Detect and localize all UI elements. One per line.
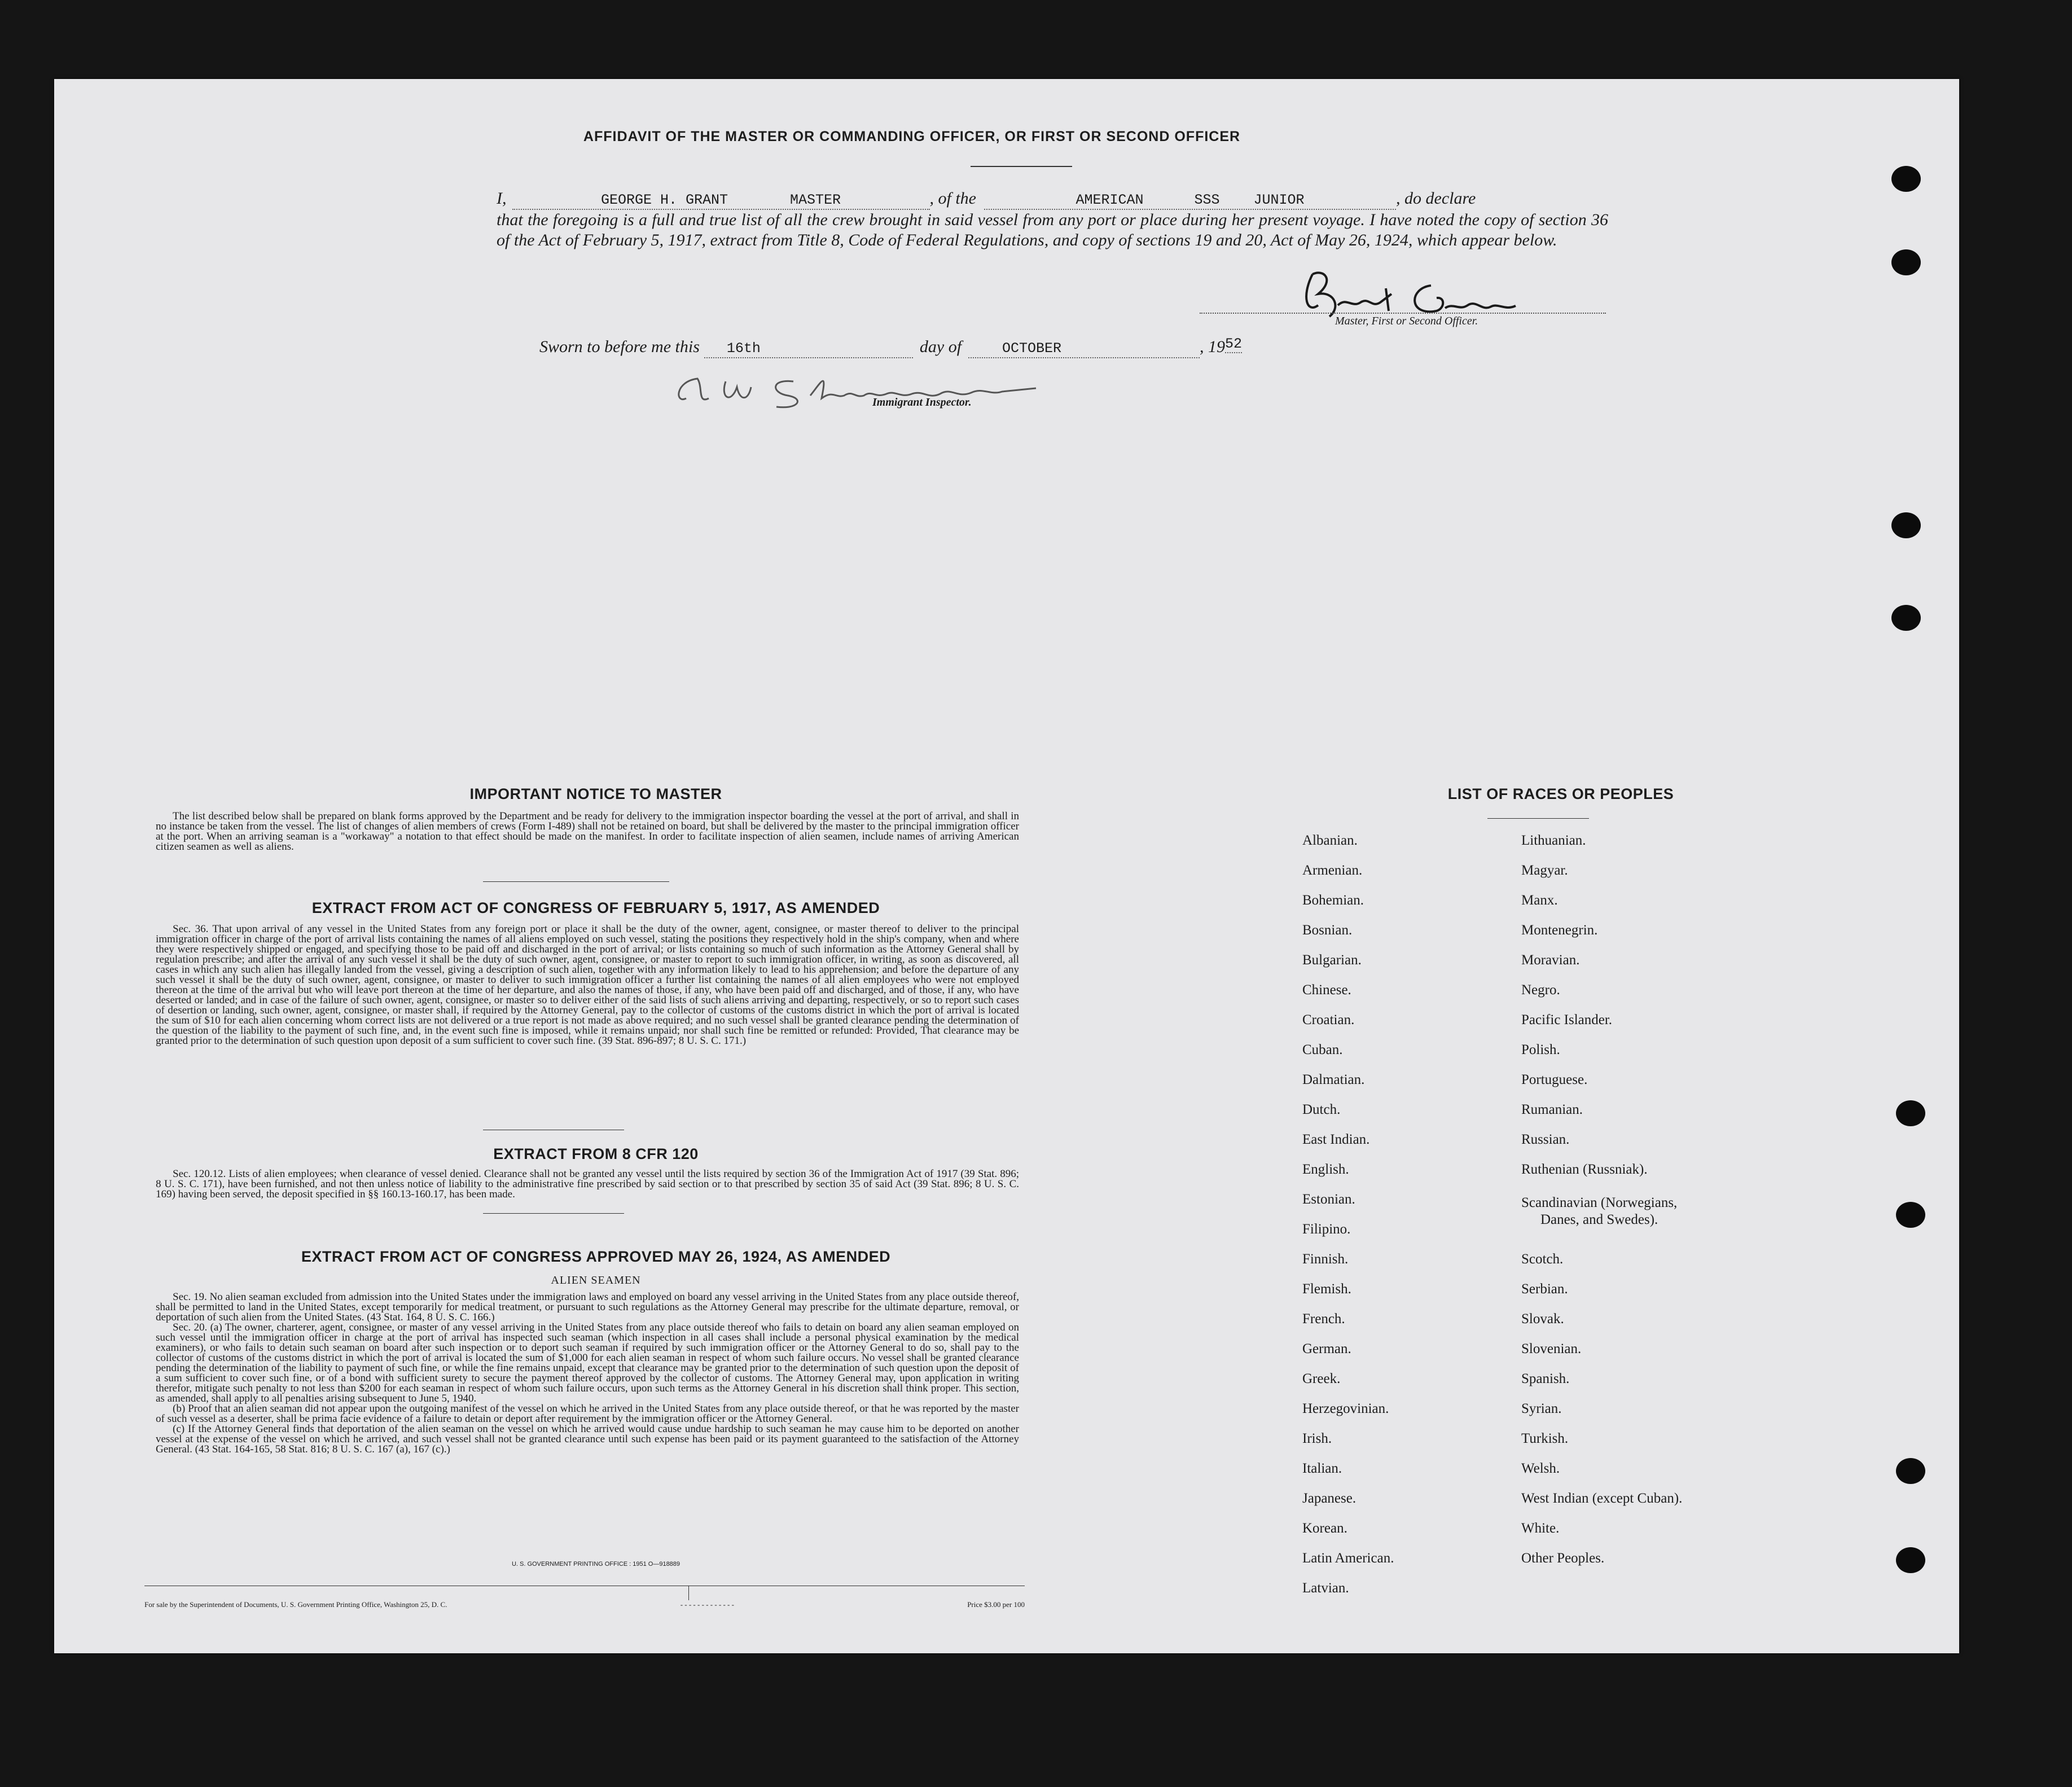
list-item: Montenegrin. — [1521, 923, 1598, 938]
punch-hole — [1891, 605, 1921, 631]
list-item: Armenian. — [1302, 863, 1363, 878]
footer-sale: For sale by the Superintendent of Documents, U. S. Government Printing Office, Washington 25, D. C. — [144, 1600, 447, 1609]
declaration-first-line — [497, 188, 1608, 210]
list-item: Filipino. — [1302, 1222, 1351, 1237]
punch-hole — [1896, 1458, 1925, 1484]
notice-rule — [483, 881, 669, 882]
vessel-field — [984, 192, 1396, 210]
title-rule — [971, 166, 1072, 167]
races-list — [1302, 833, 1923, 1679]
list-item: Magyar. — [1521, 863, 1568, 878]
sworn-day: 16th — [704, 340, 913, 358]
do-declare-label: , do declare — [1396, 189, 1476, 208]
list-item: East Indian. — [1302, 1132, 1370, 1147]
extract-1924-sec19: Sec. 19. No alien seaman excluded from admission into the United States under the immigration laws and employed on board any vessel arriving in the United States from any place outside thereof, shall be permitted to land in the United States, except temporarily for medical treatment, or pursuant to such regulations as the Attorney General may prescribe for the ultimate departure, removal, or deportation of such alien from the United States. (43 Stat. 164, 8 U. S. C. 166.) — [156, 1291, 1019, 1323]
footer-rule-divider — [688, 1586, 689, 1600]
list-item: Greek. — [1302, 1371, 1341, 1386]
vessel-prefix: SSS — [1194, 192, 1220, 208]
extract-1924-sec20c: (c) If the Attorney General finds that deportation of the alien seaman on the vessel on which he arrived would cause undue hardship to such seaman he may cause him to be deported on another vessel at the expense of the vessel on which he arrived, and such vessel shall not be granted clearance until such expense has been paid or its payment guaranteed to the satisfaction of the Attorney General. (43 Stat. 164-165, 58 Stat. 816; 8 U. S. C. 167 (a), 167 (c).) — [156, 1423, 1019, 1455]
list-item: Welsh. — [1521, 1461, 1560, 1476]
footer-dots: - - - - - - - - - - - - - — [680, 1600, 734, 1609]
punch-hole — [1896, 1100, 1925, 1126]
list-item: Manx. — [1521, 893, 1558, 908]
list-item: Korean. — [1302, 1521, 1347, 1536]
of-the-label: , of the — [929, 189, 976, 208]
races-title: LIST OF RACES OR PEOPLES — [1447, 785, 1674, 802]
list-item: Japanese. — [1302, 1491, 1357, 1506]
list-item: Albanian. — [1302, 833, 1358, 848]
vessel-type: AMERICAN — [1075, 192, 1144, 208]
footer-price: Price $3.00 per 100 — [967, 1600, 1025, 1609]
list-item: Portuguese. — [1521, 1072, 1588, 1087]
list-item: Rumanian. — [1521, 1102, 1583, 1117]
list-item: Russian. — [1521, 1132, 1570, 1147]
list-item: Bosnian. — [1302, 923, 1353, 938]
extract-cfr-rule — [483, 1213, 624, 1214]
sworn-line — [539, 337, 1242, 358]
list-item: Slovak. — [1521, 1311, 1564, 1327]
list-item: Croatian. — [1302, 1012, 1355, 1028]
extract-1924-title: EXTRACT FROM ACT OF CONGRESS APPROVED MAY 26, 1924, AS AMENDED — [301, 1248, 891, 1265]
list-item: Turkish. — [1521, 1431, 1569, 1446]
extract-cfr-text: Sec. 120.12. Lists of alien employees; when clearance of vessel denied. Clearance shall not be granted any vessel until the lists required by section 36 of the Immigration Act of 1917 (39 Stat. 896; 8 U. S. C. 171), have been furnished, and not then unless notice of liability to the administrative fine prescribed by said section or to that prescribed by section 35 of said Act (39 Stat. 896; 8 U. S. C. 169) having been served, the deposit specified in §§ 160.13-160.17, has been made. — [156, 1168, 1019, 1200]
master-caption: Master, First or Second Officer. — [1335, 315, 1478, 327]
gpo-imprint: U. S. GOVERNMENT PRINTING OFFICE : 1951 O—918889 — [511, 1561, 681, 1568]
punch-hole — [1891, 249, 1921, 275]
notice-title: IMPORTANT NOTICE TO MASTER — [469, 785, 722, 802]
list-item: Bohemian. — [1302, 893, 1364, 908]
sworn-month: OCTOBER — [968, 340, 1200, 358]
i-label: I, — [497, 189, 507, 208]
list-item: Scandinavian (Norwegians, — [1521, 1195, 1678, 1210]
list-item: Herzegovinian. — [1302, 1401, 1389, 1416]
list-item: Latin American. — [1302, 1551, 1394, 1566]
extract-1924-sec20b: (b) Proof that an alien seaman did not appear upon the outgoing manifest of the vessel on which he arrived in the United States from any place outside thereof, or that he was reported by the master of such vessel as a deserter, shall be prima facie evidence of a failure to detain or deport after requirement by the immigration officer or the Attorney General. — [156, 1403, 1019, 1425]
list-item: Spanish. — [1521, 1371, 1570, 1386]
races-rule — [1487, 818, 1589, 819]
day-of-label: day of — [919, 337, 962, 356]
sworn-label: Sworn to before me this — [539, 337, 700, 356]
extract-cfr-title: EXTRACT FROM 8 CFR 120 — [493, 1145, 699, 1162]
master-signature-line — [1200, 313, 1606, 314]
list-item: Ruthenian (Russniak). — [1521, 1162, 1648, 1177]
list-item: Other Peoples. — [1521, 1551, 1605, 1566]
punch-hole — [1896, 1202, 1925, 1228]
list-item: Slovenian. — [1521, 1341, 1582, 1356]
inspector-signature-image — [664, 365, 1070, 415]
list-item: Pacific Islander. — [1521, 1012, 1613, 1028]
year-prefix: , 19 — [1200, 337, 1226, 356]
list-item: Danes, and Swedes). — [1540, 1212, 1658, 1227]
list-item: Scotch. — [1521, 1252, 1564, 1267]
punch-hole — [1896, 1547, 1925, 1573]
list-item: Italian. — [1302, 1461, 1342, 1476]
list-item: Latvian. — [1302, 1580, 1349, 1596]
declaration-block — [497, 188, 1608, 251]
list-item: Negro. — [1521, 982, 1560, 998]
list-item: Bulgarian. — [1302, 952, 1362, 968]
list-item: Estonian. — [1302, 1192, 1355, 1207]
list-item: Cuban. — [1302, 1042, 1343, 1057]
affidavit-title: AFFIDAVIT OF THE MASTER OR COMMANDING OFFICER, OR FIRST OR SECOND OFFICER — [583, 129, 1241, 144]
document-page — [54, 79, 1959, 1653]
list-item: English. — [1302, 1162, 1349, 1177]
list-item: Serbian. — [1521, 1281, 1568, 1297]
list-item: Chinese. — [1302, 982, 1351, 998]
punch-hole — [1891, 512, 1921, 538]
punch-hole — [1891, 166, 1921, 192]
extract-1917-text: Sec. 36. That upon arrival of any vessel in the United States from any foreign port or place it shall be the duty of the owner, agent, consignee, or master thereof to deliver to the principal immigration officer in charge of the port of arrival lists containing the names of all aliens employed on such vessel, stating the positions they respectively hold in the ship's company, when and where they were respectively shipped or engaged, and specifying those to be paid off and discharged in the port of arrival; or lists containing so much of such information as the Attorney General shall by regulation prescribe; and after the arrival of any such vessel it shall be the duty of such owner, agent, consignee, or master to report to such immigration officer, in writing, as soon as discovered, all cases in which any such alien has illegally landed from the vessel, giving a description of such alien, together with any information likely to lead to his apprehension; and before the departure of any such vessel it shall be the duty of such owner, agent, consignee, or master to deliver to such immigration officer a further list containing the names of all alien employees who were not employed thereon at the time of the arrival but who will leave port thereon at the time of her departure, and also the names of those, if any, who have been paid off and discharged, and of those, if any, who have deserted or landed; and in case of the failure of such owner, agent, consignee, or master so to deliver either of the said lists of such aliens arriving and departing, respectively, or so to report such cases of desertion or landing, such owner, agent, consignee, or master shall, if required by the Attorney General, pay to the collector of customs of the customs district in which the port of arrival is located the sum of $10 for each alien concerning whom correct lists are not delivered or a true report is not made as above required; and no such vessel shall be granted clearance pending the determination of the question of the liability to the payment of such fine, and, in the event such fine is imposed, while it remains unpaid; nor shall such fine be remitted or refunded: Provided, That clearance may be granted prior to the determination of such question upon deposit of a sum sufficient to cover such fine. (39 Stat. 896-897; 8 U. S. C. 171.) — [156, 923, 1019, 1047]
list-item: West Indian (except Cuban). — [1521, 1491, 1683, 1506]
list-item: Syrian. — [1521, 1401, 1562, 1416]
extract-1924-block — [156, 1292, 1019, 1455]
vessel-name: JUNIOR — [1253, 192, 1305, 208]
extract-1924-sec20a: Sec. 20. (a) The owner, charterer, agent, consignee, or master of any vessel arriving in the United States from any place outside thereof who fails to detain on board any alien seaman employed on such vessel until the immigration officer in charge at the port of arrival has inspected such seaman (which inspection in all cases shall include a personal physical examination by the medical examiners), or who fails to detain such seaman on board after such inspection or to deport such seaman if required by such immigration officer or the Attorney General to do so, shall pay to the collector of customs of the customs district in which the port of arrival is located the sum of $1,000 for each alien seaman in respect of whom such failure occurs. No vessel shall be granted clearance pending the determination of the liability to payment of such fine, or while the fine remains unpaid, except that clearance may be granted prior to the determination of such question upon the deposit of a sum sufficient to cover such fine, or of a bond with sufficient surety to secure the payment thereof approved by the collector of customs. The Attorney General may, upon application in writing therefor, mitigate such penalty to not less than $200 for each seaman in respect of whom such failure occurs, upon such terms as the Attorney General in his discretion shall think proper. This section, as amended, shall apply to all penalties arising subsequent to June 5, 1940. — [156, 1321, 1019, 1404]
list-item: Irish. — [1302, 1431, 1332, 1446]
footer-sale-line — [144, 1600, 1025, 1609]
extract-1917-title: EXTRACT FROM ACT OF CONGRESS OF FEBRUARY 5, 1917, AS AMENDED — [311, 899, 880, 916]
master-name-field — [512, 192, 930, 210]
list-item: French. — [1302, 1311, 1345, 1327]
declaration-body: that the foregoing is a full and true list of all the crew brought in said vessel from any port or place during her present voyage. I have noted the copy of section 36 of the Act of February 5, 1917, extract from Title 8, Code of Federal Regulations, and copy of sections 19 and 20, Act of May 26, 1924, which appear below. — [497, 210, 1608, 249]
list-item: Finnish. — [1302, 1252, 1349, 1267]
list-item: German. — [1302, 1341, 1351, 1356]
list-item: Flemish. — [1302, 1281, 1351, 1297]
list-item: White. — [1521, 1521, 1560, 1536]
notice-text: The list described below shall be prepared on blank forms approved by the Department and be ready for delivery to the immigration inspector boarding the vessel at the port of arrival, and shall in no instance be taken from the vessel. The list of changes of alien members of crews (Form I-489) shall not be retained on board, but shall be delivered by the master to the principal immigration officer at the port. When an arriving seaman is a "workaway" a notation to that effect should be made on the manifest. In order to facilitate inspection of alien seamen, include names of arriving American citizen seamen as well as aliens. — [156, 810, 1019, 853]
list-item: Polish. — [1521, 1042, 1560, 1057]
extract-1917-block — [156, 924, 1019, 1046]
list-item: Dalmatian. — [1302, 1072, 1365, 1087]
master-rank: MASTER — [790, 192, 841, 208]
notice-text-block — [156, 811, 1019, 852]
list-item: Moravian. — [1521, 952, 1580, 968]
inspector-caption: Immigrant Inspector. — [872, 396, 972, 409]
list-item: Dutch. — [1302, 1102, 1341, 1117]
list-item: Lithuanian. — [1521, 833, 1586, 848]
extract-cfr-block — [156, 1169, 1019, 1200]
extract-1924-subtitle: ALIEN SEAMEN — [551, 1274, 641, 1287]
master-name: GEORGE H. GRANT — [600, 192, 728, 208]
sworn-year: 52 — [1225, 336, 1243, 352]
